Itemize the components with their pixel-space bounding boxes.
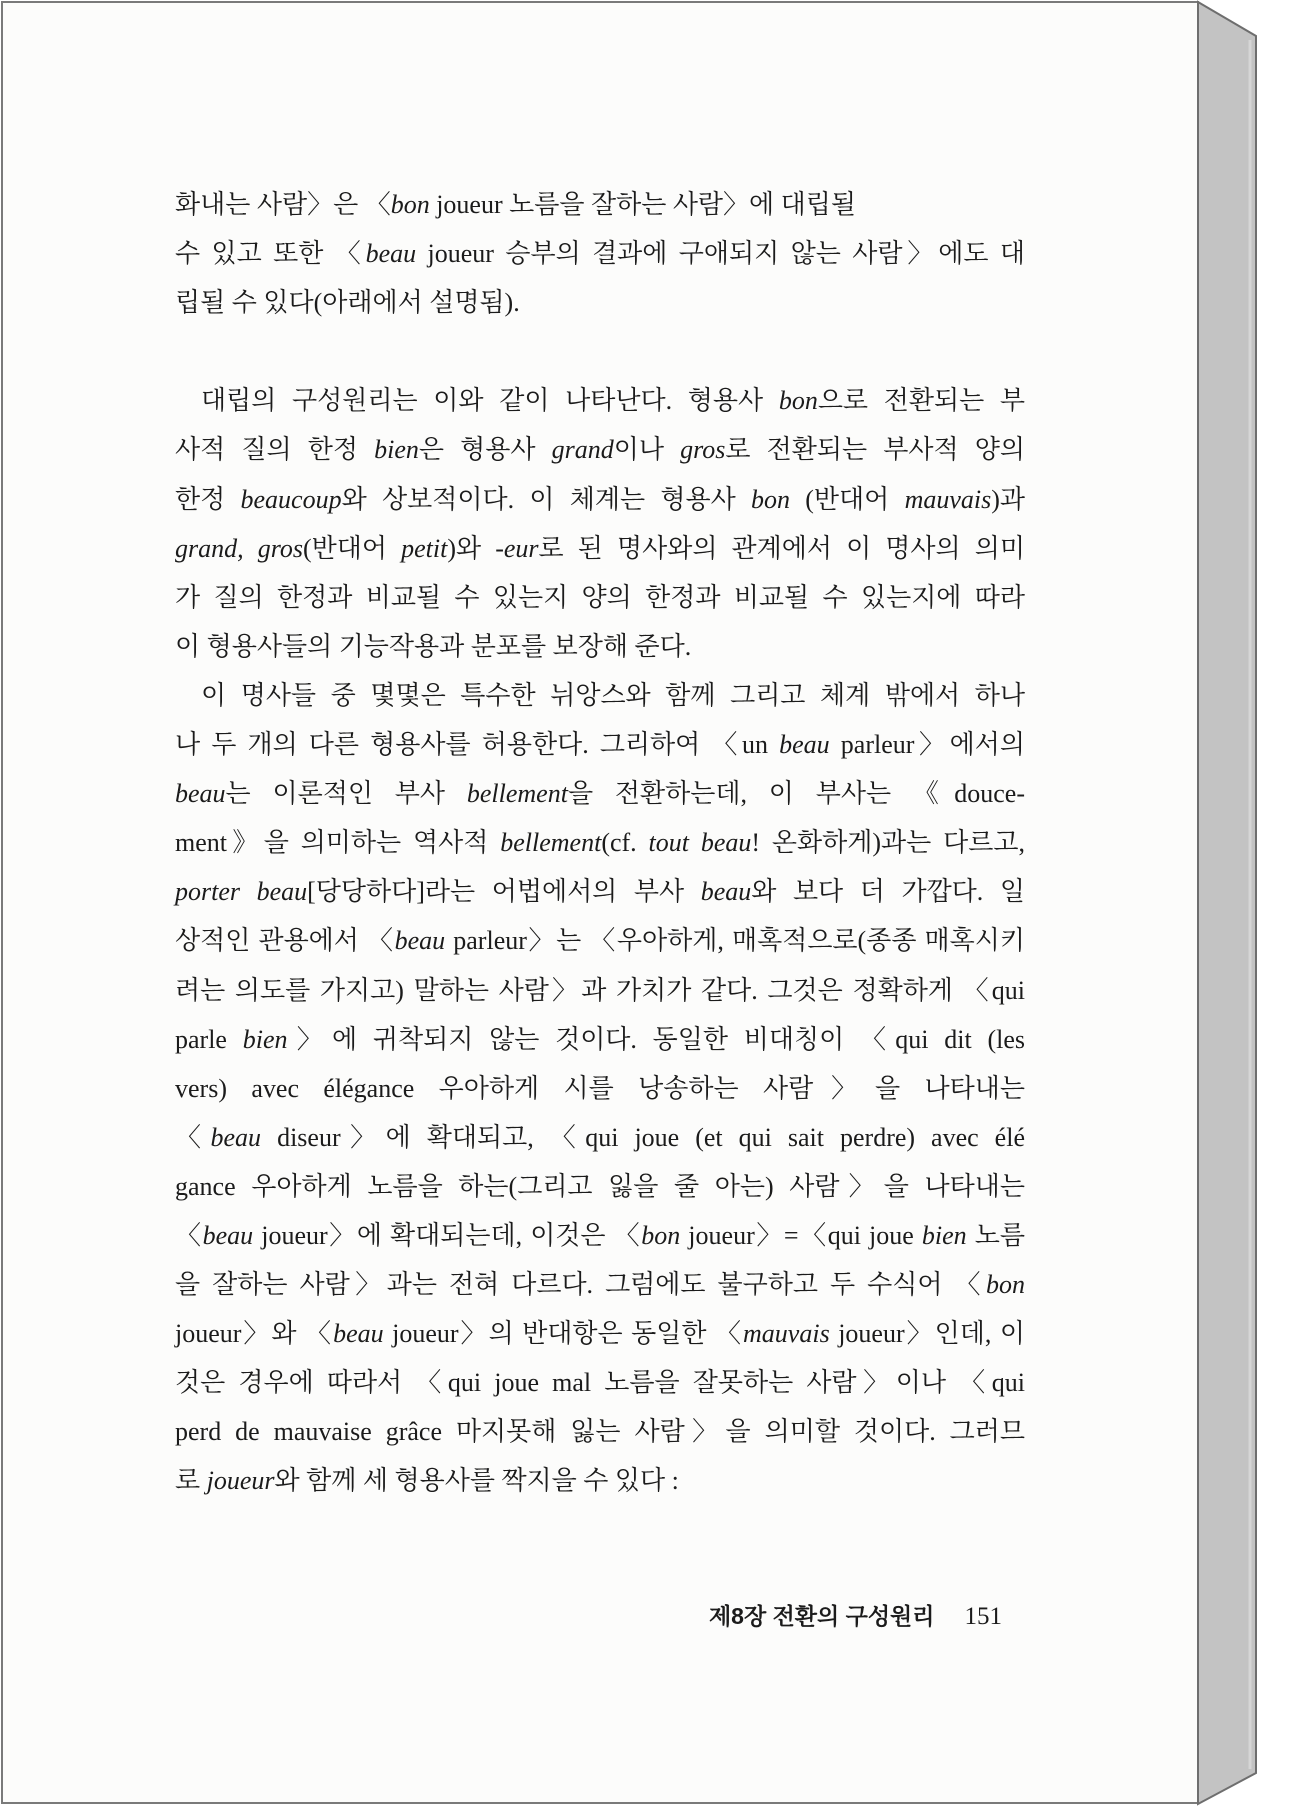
page-number: 151 xyxy=(964,1603,1002,1630)
line-text: 노름 xyxy=(966,1220,1025,1250)
emphasis-text: grand, gros xyxy=(175,533,303,563)
line-text: (반대어 xyxy=(303,533,402,563)
text-line xyxy=(175,867,1025,916)
line-text: 〈 xyxy=(175,1122,211,1152)
text-line xyxy=(175,180,1025,229)
emphasis-text: beau xyxy=(333,1319,384,1349)
emphasis-text: mauvais xyxy=(743,1319,830,1349)
line-text: 와 함께 세 형용사를 짝지을 수 있다 : xyxy=(274,1466,679,1496)
emphasis-text: beau xyxy=(365,239,417,269)
line-text: perd de mauvaise grâce 마지못해 잃는 사람〉을 의미할 것이다. 그러므 xyxy=(175,1417,1025,1447)
line-text: )과 xyxy=(991,484,1026,514)
emphasis-text: beau xyxy=(210,1122,262,1152)
line-text: joueur 승부의 결과에 구애되지 않는 사람〉에도 대 xyxy=(416,239,1025,269)
text-line xyxy=(175,376,1025,425)
emphasis-text: bon xyxy=(390,190,430,219)
emphasis-text: mauvais xyxy=(904,484,992,514)
line-text: parleur〉에서의 xyxy=(829,730,1026,760)
text-line xyxy=(175,425,1025,474)
text-line xyxy=(175,573,1025,622)
chapter-title: 제8장 전환의 구성원리 xyxy=(708,1603,935,1629)
emphasis-text: bellement xyxy=(500,828,602,858)
emphasis-text: bon xyxy=(986,1270,1025,1300)
emphasis-text: -eur xyxy=(495,533,539,563)
text-line xyxy=(175,1407,1025,1456)
emphasis-text: grand xyxy=(551,435,614,465)
line-text: 와 보다 더 가깝다. 일 xyxy=(751,877,1025,907)
line-text: 을 잘하는 사람〉과는 전혀 다르다. 그럼에도 불구하고 두 수식어 〈 xyxy=(175,1270,986,1300)
line-text: ment》을 의미하는 역사적 xyxy=(175,828,501,858)
line-text: joueur〉와 〈 xyxy=(175,1319,334,1349)
line-text: 가 질의 한정과 비교될 수 있는지 양의 한정과 비교될 수 있는지에 따라 xyxy=(175,582,1025,612)
emphasis-text: beau xyxy=(202,1220,254,1250)
text-line xyxy=(175,1358,1025,1407)
paragraph xyxy=(175,376,1025,671)
line-text: [당당하다]라는 어법에서의 부사 xyxy=(307,877,701,907)
line-text: 을 전환하는데, 이 부사는 《douce- xyxy=(567,779,1025,809)
text-line xyxy=(175,1211,1025,1260)
line-text: 은 형용사 xyxy=(418,435,552,465)
text-line xyxy=(175,720,1025,769)
text-line xyxy=(175,622,1025,671)
emphasis-text: joueur xyxy=(206,1466,275,1496)
line-text: 사적 질의 한정 xyxy=(175,435,375,465)
emphasis-text: porter beau xyxy=(175,877,308,907)
emphasis-text: bien xyxy=(242,1024,288,1054)
line-text: 대립의 구성원리는 이와 같이 나타난다. 형용사 xyxy=(201,386,779,416)
line-text: diseur〉에 확대되고, 〈qui joue (et qui sait perdre) avec élé xyxy=(261,1122,1025,1152)
line-text: 상적인 관용에서 〈 xyxy=(175,926,395,956)
emphasis-text: beau xyxy=(779,730,830,760)
line-text: 와 상보적이다. 이 체계는 형용사 xyxy=(341,484,751,514)
body-text xyxy=(175,180,1025,1506)
line-text: parleur〉는 〈우아하게, 매혹적으로(종종 매혹시키 xyxy=(445,926,1026,956)
line-text: 으로 전환되는 부 xyxy=(817,386,1025,416)
line-text: 이 형용사들의 기능작용과 분포를 보장해 준다. xyxy=(175,631,692,661)
text-line xyxy=(175,966,1025,1015)
text-line xyxy=(175,769,1025,818)
text-line xyxy=(175,229,1025,278)
text-line xyxy=(175,1113,1025,1162)
line-text: 〈 xyxy=(175,1220,203,1250)
text-line xyxy=(175,1456,1025,1505)
line-text: 이나 xyxy=(613,435,681,465)
emphasis-text: gros xyxy=(680,435,726,465)
line-text: 나 두 개의 다른 형용사를 허용한다. 그리하여 〈un xyxy=(175,730,780,760)
line-text: 한정 xyxy=(175,484,241,514)
text-line xyxy=(175,1309,1025,1358)
emphasis-text: bon xyxy=(641,1220,681,1250)
line-text: (cf. xyxy=(601,828,649,858)
emphasis-text: petit xyxy=(401,533,448,563)
text-line xyxy=(175,475,1025,524)
emphasis-text: bon xyxy=(778,386,818,416)
emphasis-text: bien xyxy=(921,1220,967,1250)
line-text: vers) avec élégance 우아하게 시를 낭송하는 사람〉을 나타내는 xyxy=(175,1073,1025,1103)
text-line xyxy=(175,524,1025,573)
text-line xyxy=(175,1064,1025,1113)
line-text: 립될 수 있다(아래에서 설명됨). xyxy=(175,288,520,318)
line-text: 려는 의도를 가지고) 말하는 사람〉과 가치가 같다. 그것은 정확하게 〈qui xyxy=(175,975,1025,1005)
emphasis-text: beau xyxy=(394,926,446,956)
emphasis-text: beaucoup xyxy=(240,484,342,514)
line-text: 수 있고 또한 〈 xyxy=(175,239,366,269)
line-text: joueur〉=〈qui joue xyxy=(680,1220,922,1250)
line-text: 로 된 명사와의 관계에서 이 명사의 의미 xyxy=(538,533,1025,563)
emphasis-text: beau xyxy=(175,779,226,809)
text-line xyxy=(175,1015,1025,1064)
line-text: gance 우아하게 노름을 하는(그리고 잃을 줄 아는) 사람〉을 나타내는 xyxy=(175,1171,1025,1201)
line-text: joueur 노름을 잘하는 사람〉에 대립될 xyxy=(429,190,857,219)
emphasis-text: bon xyxy=(751,484,790,514)
emphasis-text: beau xyxy=(700,877,752,907)
line-text: 이 명사들 중 몇몇은 특수한 뉘앙스와 함께 그리고 체계 밖에서 하나 xyxy=(201,680,1025,710)
emphasis-text: bien xyxy=(374,435,419,465)
emphasis-text: tout beau xyxy=(648,828,752,858)
line-text: 로 xyxy=(175,1466,207,1496)
line-text: 것은 경우에 따라서 〈qui joue mal 노름을 잘못하는 사람〉이나 〈qui xyxy=(175,1368,1025,1398)
text-line xyxy=(175,1260,1025,1309)
line-text: ! 온화하게)과는 다르고, xyxy=(751,828,1025,858)
line-text: 화내는 사람〉은 〈 xyxy=(175,190,391,219)
line-text: joueur〉인데, 이 xyxy=(829,1319,1025,1349)
line-text: (반대어 xyxy=(790,484,905,514)
line-text: )와 xyxy=(447,533,496,563)
line-text: 는 이론적인 부사 xyxy=(225,779,467,809)
running-footer xyxy=(709,1598,1002,1634)
line-text: joueur〉에 확대되는데, 이것은 〈 xyxy=(253,1220,642,1250)
text-line xyxy=(175,916,1025,965)
text-line xyxy=(175,1162,1025,1211)
line-text: joueur〉의 반대항은 동일한 〈 xyxy=(383,1319,744,1349)
paragraph xyxy=(175,180,1025,327)
text-line xyxy=(175,671,1025,720)
line-text: parle xyxy=(175,1024,243,1054)
line-text: 로 전환되는 부사적 양의 xyxy=(725,435,1025,465)
text-line xyxy=(175,818,1025,867)
line-text: 〉에 귀착되지 않는 것이다. 동일한 비대칭이 〈qui dit (les xyxy=(287,1024,1025,1054)
emphasis-text: bellement xyxy=(466,779,568,809)
text-line xyxy=(175,278,1025,327)
paragraph xyxy=(175,671,1025,1506)
